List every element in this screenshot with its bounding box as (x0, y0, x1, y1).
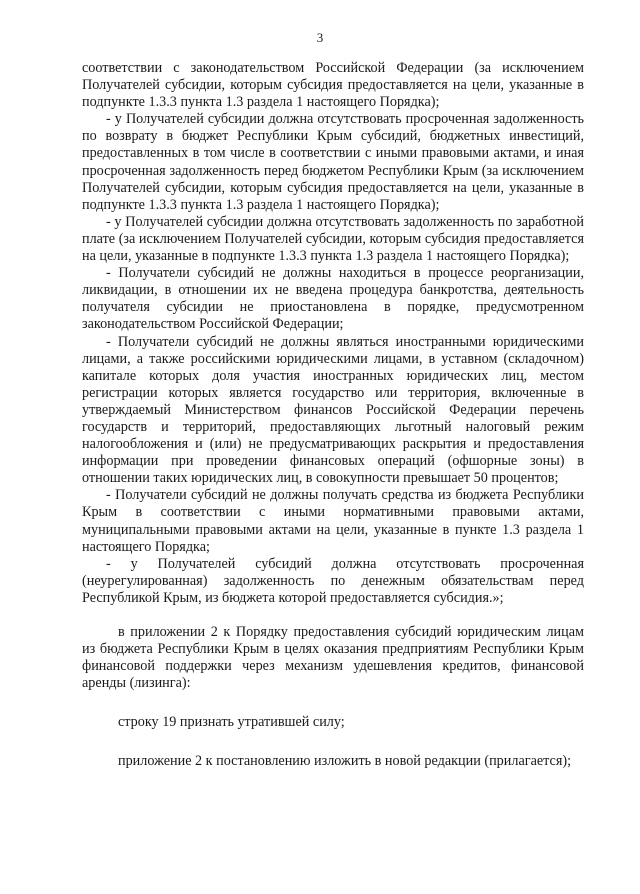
paragraph-requirement-salary-debt: - у Получателей субсидии должна отсутствовать задолженность по заработной плате (за исключением Получателей субсидии, которым субсидия предоставляется на цели, указанные в подпункте 1.3.3 пункта 1.3 раздела 1 настоящего Порядка); (82, 213, 584, 265)
paragraph-requirement-reorganization: - Получатели субсидий не должны находиться в процессе реорганизации, ликвидации, в отношении их не введена процедура банкротства, деятельность получателя субсидии не приостановлена в порядке, предусмотренном законодательством Российской Федерации; (82, 265, 584, 333)
paragraph-requirement-other-funds: - Получатели субсидий не должны получать средства из бюджета Республики Крым в соответствии с иными нормативными правовыми актами, муниципальными правовыми актами на цели, указанные в пункте 1.3 раздела 1 настоящего Порядка; (82, 487, 584, 555)
page-number: 3 (316, 30, 324, 45)
paragraph-new-edition: приложение 2 к постановлению изложить в новой редакции (прилагается); (118, 753, 572, 770)
paragraph-requirement-budget-debt: - у Получателей субсидии должна отсутствовать просроченная задолженность по возврату в бюджет Республики Крым субсидий, бюджетных инвестиций, предоставленных в том числе в соответствии с иными правовыми актами, и иная просроченная задолженность перед бюджетом Республики Крым (за исключением Получателей субсидии, которым субсидия предоставляется на цели, указанные в подпункте 1.3.3 пункта 1.3 раздела 1 настоящего Порядка); (82, 111, 584, 213)
paragraph-line-19-repeal: строку 19 признать утратившей силу; (118, 714, 345, 731)
document-body (82, 60, 584, 771)
paragraph-continuation: соответствии с законодательством Российской Федерации (за исключением Получателей субсидии, которым субсидия предоставляется на цели, указанные в подпункте 1.3.3 пункта 1.3 раздела 1 настоящего Порядка); (82, 60, 584, 111)
paragraph-requirement-overdue-obligations: - у Получателей субсидий должна отсутствовать просроченная (неурегулированная) задолженность по денежным обязательствам перед Республикой Крым, из бюджета которой предоставляется субсидия.»; (82, 555, 584, 606)
paragraph-requirement-foreign-entities: - Получатели субсидий не должны являться иностранными юридическими лицами, а также российскими юридическими лицами, в уставном (складочном) капитале которых доля участия иностранных юридических лиц, местом регистрации которых является государство или территория, включенные в утверждаемый Министерством финансов Российской Федерации перечень государств и территорий, предоставляющих льготный налоговый режим налогообложения и (или) не предусматривающих раскрытия и предоставления информации при проведении финансовых операций (офшорные зоны) в отношении таких юридических лиц, в совокупности превышает 50 процентов; (82, 333, 584, 487)
paragraph-appendix-2-amendment: в приложении 2 к Порядку предоставления субсидий юридическим лицам из бюджета Республики Крым в целях оказания предприятиям Республики Крым финансовой поддержки через механизм удешевления кредитов, финансовой аренды (лизинга): (82, 624, 584, 692)
